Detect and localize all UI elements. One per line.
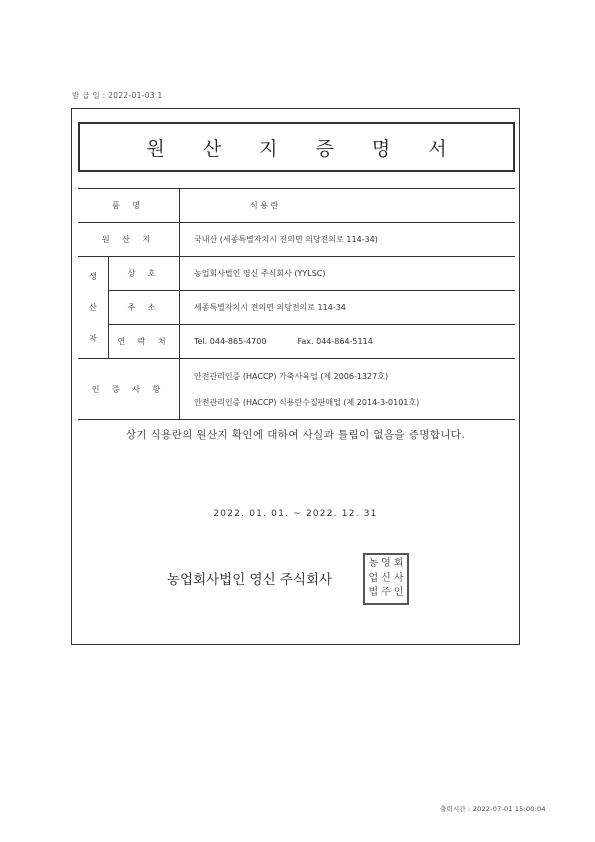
seal-char: 회 xyxy=(393,558,404,569)
seal-char: 영 xyxy=(381,558,391,569)
certification-value xyxy=(180,359,516,420)
product-value: 식 용 란 xyxy=(180,189,516,223)
producer-group-label xyxy=(78,257,109,359)
certification-row xyxy=(78,359,515,420)
seal-char: 법 xyxy=(368,587,379,599)
producer-name-label: 상 호 xyxy=(109,257,180,291)
product-label: 품 명 xyxy=(78,189,180,223)
origin-row xyxy=(78,223,515,257)
certificate-frame xyxy=(71,108,520,645)
producer-contact-row xyxy=(78,325,515,359)
producer-address-label: 주 소 xyxy=(109,291,180,325)
producer-name-row xyxy=(78,257,515,291)
company-name: 농업회사법인 영신 주식회사 xyxy=(167,572,333,588)
fax-number: Fax. 044-864-5114 xyxy=(297,337,373,346)
seal-char: 인 xyxy=(393,587,404,599)
certificate-info-table xyxy=(78,188,515,420)
producer-name-value: 농업회사법인 영신 주식회사 (YYLSC) xyxy=(180,257,516,291)
company-seal xyxy=(363,553,409,605)
origin-label: 원 산 지 xyxy=(78,223,180,257)
producer-contact-label: 연 락 처 xyxy=(109,325,180,359)
validity-period: 2022. 01. 01. ~ 2022. 12. 31 xyxy=(213,509,378,519)
certification-line-1: 안전관리인증 (HACCP) 가축사육업 (제 2006-1327호) xyxy=(194,371,389,381)
certificate-title: 원 산 지 증 명 서 xyxy=(146,137,463,160)
origin-value: 국내산 (세종특별자치시 전의면 의당전의로 114-34) xyxy=(180,223,516,257)
seal-char: 농 xyxy=(368,558,379,569)
product-row xyxy=(78,189,515,223)
certification-line-2: 안전관리인증 (HACCP) 식용란수집판매업 (제 2014-3-0101호) xyxy=(194,397,420,407)
seal-char: 주 xyxy=(381,587,391,599)
printed-timestamp: 출력시간 : 2022-07-01 15:00:04 xyxy=(440,805,546,813)
producer-contact-value xyxy=(180,325,516,359)
producer-address-row xyxy=(78,291,515,325)
seal-char: 사 xyxy=(393,572,404,584)
seal-char: 신 xyxy=(381,572,391,584)
certification-label: 인 증 사 항 xyxy=(78,359,180,420)
producer-address-value: 세종특별자치시 전의면 의당전의로 114-34 xyxy=(180,291,516,325)
producer-char-1: 생 xyxy=(89,272,97,281)
producer-char-3: 자 xyxy=(89,334,97,343)
seal-char: 업 xyxy=(368,572,379,584)
issue-date: 발 급 일 : 2022-01-03 1 xyxy=(72,91,163,100)
tel-number: Tel. 044-865-4700 xyxy=(194,337,267,346)
producer-char-2: 산 xyxy=(89,303,97,312)
certificate-title-box xyxy=(78,122,515,172)
certification-statement: 상기 식용란의 원산지 확인에 대하여 사실과 틀림이 없음을 증명합니다. xyxy=(125,429,466,441)
